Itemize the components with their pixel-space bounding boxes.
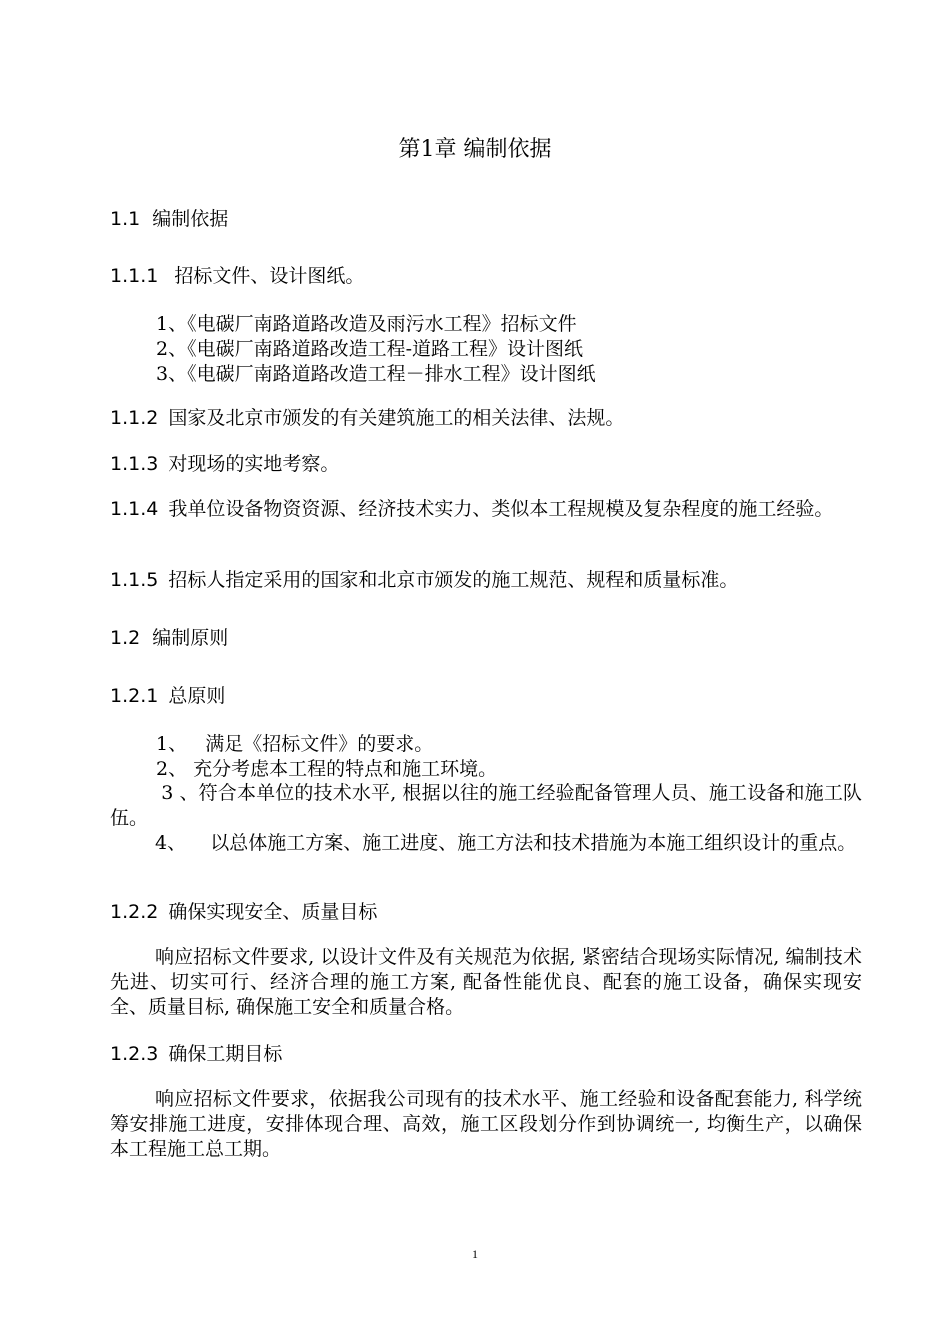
subsection-number: 1.2.2 — [110, 901, 159, 923]
body-paragraph: 响应招标文件要求，依据我公司现有的技术水平、施工经验和设备配套能力, 科学统筹安排施工进度，安排体现合理、高效，施工区段划分作到协调统一, 均衡生产，以确保本工程施工总工期。 — [110, 1088, 862, 1160]
page-number: 1 — [472, 1247, 478, 1261]
subsection-title: 国家及北京市颁发的有关建筑施工的相关法律、法规。 — [168, 407, 625, 429]
list-item: 2、《电碳厂南路道路改造工程-道路工程》设计图纸 — [156, 338, 584, 360]
subsection-title: 确保实现安全、质量目标 — [168, 901, 378, 923]
subsection-number: 1.2.1 — [110, 685, 159, 707]
subsection-heading-1-1-5 — [110, 568, 738, 592]
subsection-number: 1.2.3 — [110, 1043, 159, 1065]
subsection-number: 1.1.4 — [110, 498, 159, 520]
section-title: 编制依据 — [152, 208, 229, 230]
section-heading-1-1 — [110, 207, 228, 231]
subsection-title: 总原则 — [168, 685, 226, 707]
subsection-heading-1-1-3 — [110, 452, 339, 476]
subsection-number: 1.1.1 — [110, 265, 159, 287]
list-item: 1、 满足《招标文件》的要求。 — [156, 733, 434, 755]
subsection-title: 确保工期目标 — [168, 1043, 283, 1065]
subsection-heading-1-2-1 — [110, 684, 225, 708]
subsection-title: 对现场的实地考察。 — [168, 453, 340, 475]
section-title: 编制原则 — [152, 627, 229, 649]
section-number: 1.2 — [110, 627, 141, 649]
list-item: 3 、符合本单位的技术水平, 根据以往的施工经验配备管理人员、施工设备和施工队伍。 — [110, 782, 862, 829]
subsection-number: 1.1.3 — [110, 453, 159, 475]
subsection-number: 1.1.2 — [110, 407, 159, 429]
chapter-title: 第1章 编制依据 — [398, 137, 552, 162]
subsection-heading-1-1-4 — [110, 497, 862, 522]
subsection-title: 招标人指定采用的国家和北京市颁发的施工规范、规程和质量标准。 — [168, 569, 739, 591]
subsection-title: 我单位设备物资资源、经济技术实力、类似本工程规模及复杂程度的施工经验。 — [168, 498, 834, 520]
section-number: 1.1 — [110, 208, 141, 230]
subsection-title: 招标文件、设计图纸。 — [168, 265, 365, 287]
section-heading-1-2 — [110, 626, 228, 650]
subsection-heading-1-2-2 — [110, 900, 377, 924]
subsection-heading-1-1-2 — [110, 406, 624, 430]
list-item: 3、《电碳厂南路道路改造工程－排水工程》设计图纸 — [156, 363, 596, 385]
body-paragraph: 响应招标文件要求, 以设计文件及有关规范为依据, 紧密结合现场实际情况, 编制技术先进、切实可行、经济合理的施工方案, 配备性能优良、配套的施工设备，确保实现安全、质量目标, 确保施工安全和质量合格。 — [110, 946, 862, 1018]
list-item: 4、 以总体施工方案、施工进度、施工方法和技术措施为本施工组织设计的重点。 — [155, 832, 857, 854]
subsection-heading-1-2-3 — [110, 1042, 282, 1066]
subsection-heading-1-1-1 — [110, 264, 364, 288]
list-item: 1、《电碳厂南路道路改造及雨污水工程》招标文件 — [156, 313, 577, 335]
list-item: 2、 充分考虑本工程的特点和施工环境。 — [156, 758, 498, 780]
subsection-number: 1.1.5 — [110, 569, 159, 591]
